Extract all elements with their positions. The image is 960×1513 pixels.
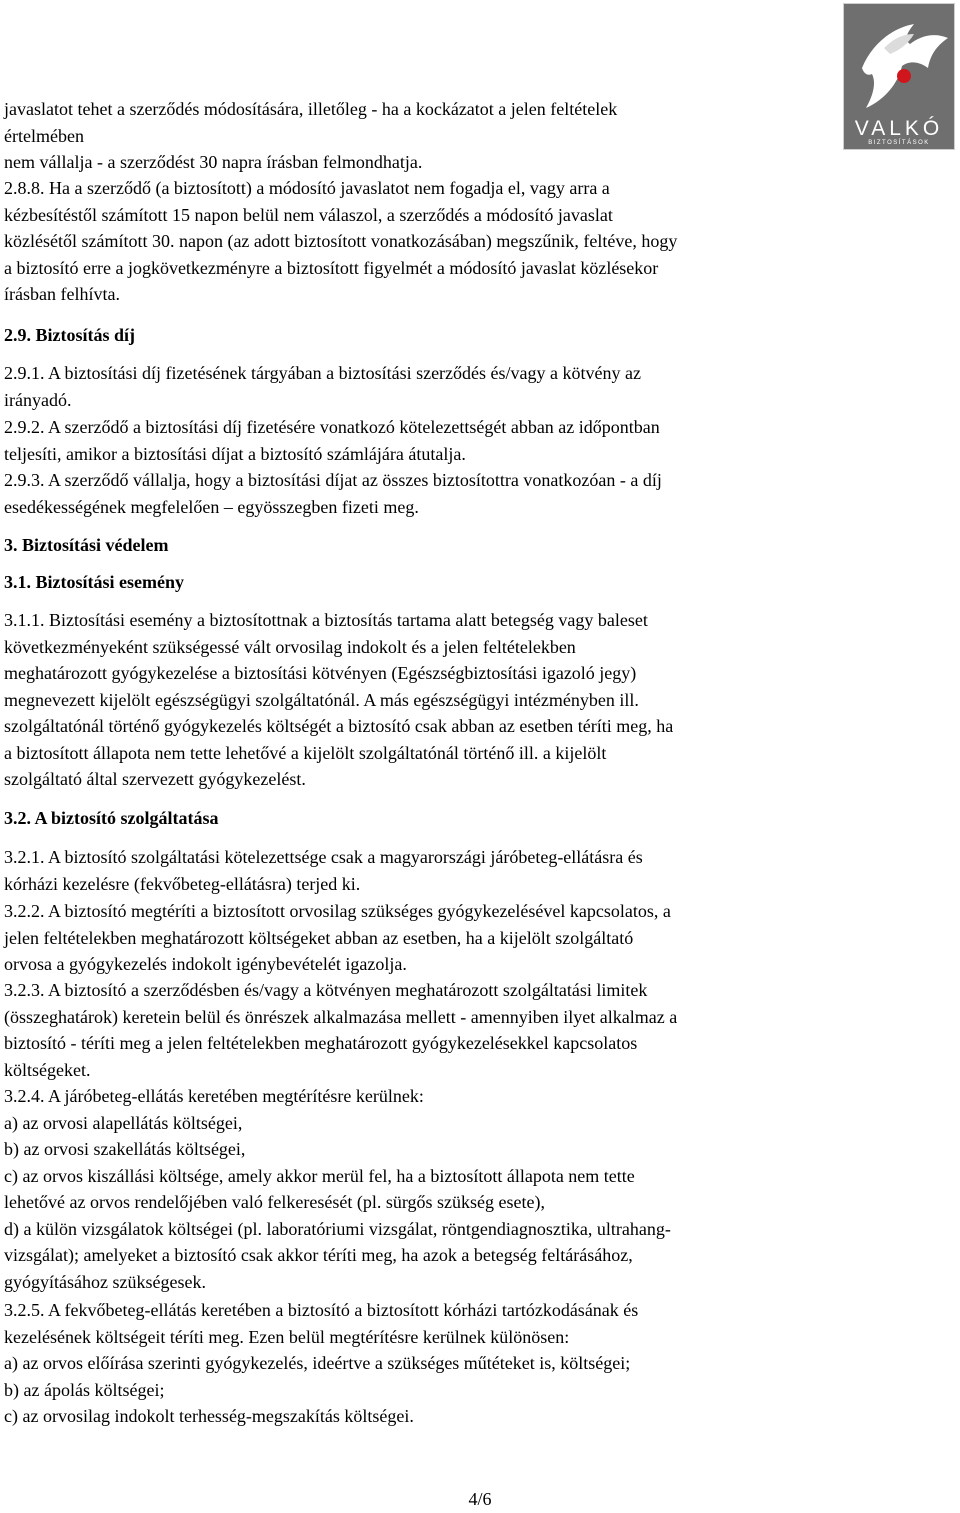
paragraph-2-8-8: 2.8.8. Ha a szerződő (a biztosított) a módosító javaslatot nem fogadja el, vagy arra a kézbesítéstől számított 15 napon belül nem válaszol, a szerződés a módosító javaslat közlésétől számított 30. napon (az adott biztosított vonatkozásában) megszűnik, feltéve, hogy a biztosító erre a jogkövetkezményre a biztosított figyelmét a módosító javaslat közlésekor írásban felhívta. [4,178,678,304]
paragraph-2-9-2: 2.9.2. A szerződő a biztosítási díj fizetésére vonatkozó kötelezettségét abban az időpontban teljesíti, amikor a biztosítási díjat a biztosító számlájára átutalja. [4,417,660,464]
heading-2-9: 2.9. Biztosítás díj [4,325,136,345]
heading-3: 3. Biztosítási védelem [4,535,169,555]
logo-subtitle: BIZTOSÍTÁSOK [868,140,930,146]
company-logo [843,3,955,150]
paragraph-3-2-3: 3.2.3. A biztosító a szerződésben és/vagy a kötvényen meghatározott szolgáltatási limitek (összeghatárok) keretein belül és önrészek alkalmazása mellett - amennyiben ilyet alkalmaz a biztosító - téríti meg a jelen feltételekben meghatározott gyógykezelésekkel kapcsolatos költségeket. [4,980,678,1080]
paragraph-3-2-1: 3.2.1. A biztosító szolgáltatási kötelezettsége csak a magyarországi járóbeteg-ellátásra és kórházi kezelésre (fekvőbeteg-ellátásra) terjed ki. [4,847,643,894]
paragraph-2-8-7-continuation: javaslatot tehet a szerződés módosítására, illetőleg - ha a kockázatot a jelen feltételek értelmében nem vállalja - a szerződést 30 napra írásban felmondhatja. [4,99,618,172]
paragraph-2-9-3: 2.9.3. A szerződő vállalja, hogy a biztosítási díjat az összes biztosítottra vonatkozóan - a díj esedékességének megfelelően – egyösszegben fizeti meg. [4,470,662,517]
logo-wordmark: VALKÓ [854,117,944,140]
paragraph-3-2-4: 3.2.4. A járóbeteg-ellátás keretében megtérítésre kerülnek: a) az orvosi alapellátás költségei, b) az orvosi szakellátás költségei, c) az orvos kiszállási költsége, amely akkor merül fel, ha a biztosított állapota nem tette lehetővé az orvos rendelőjében való felkeresését (pl. sürgős szükség esete), d) a külön vizsgálatok költségei (pl. laboratóriumi vizsgálat, röntgendiagnosztika, ultrahang- vizsgálat); amelyeket a biztosító csak akkor téríti meg, ha azok a betegség feltárásához, gyógyításához szükségesek. [4,1086,671,1292]
paragraph-3-2-2: 3.2.2. A biztosító megtéríti a biztosított orvosilag szükséges gyógykezelésével kapcsolatos, a jelen feltételekben meghatározott költségeket abban az esetben, ha a kijelölt szolgáltató orvosa a gyógykezelés indokolt igénybevételét igazolja. [4,901,671,974]
heading-3-2: 3.2. A biztosító szolgáltatása [4,808,219,828]
page-number: 4/6 [468,1489,492,1509]
heading-3-1: 3.1. Biztosítási esemény [4,572,184,592]
paragraph-2-9-1: 2.9.1. A biztosítási díj fizetésének tárgyában a biztosítási szerződés és/vagy a kötvény az irányadó. [4,363,641,410]
paragraph-3-2-5: 3.2.5. A fekvőbeteg-ellátás keretében a biztosító a biztosított kórházi tartózkodásának és kezelésének költségeit téríti meg. Ezen belül megtérítésre kerülnek különösen: a) az orvos előírása szerinti gyógykezelés, ideértve a szükséges műtéteket is, költségei; b) az ápolás költségei; c) az orvosilag indokolt terhesség-megszakítás költségei. [4,1300,639,1426]
paragraph-3-1-1: 3.1.1. Biztosítási esemény a biztosítottnak a biztosítás tartama alatt betegség vagy baleset következményeként szükségessé vált orvosilag indokolt és a jelen feltételekben meghatározott gyógykezelése a biztosítási kötvényen (Egészségbiztosítási igazoló jegy) megnevezett kijelölt egészségügyi szolgáltatónál. A más egészségügyi intézményben ill. szolgáltatónál történő gyógykezelés költségét a biztosító csak abban az esetben téríti meg, ha a biztosított állapota nem tette lehetővé a kijelölt szolgáltatónál történő ill. a kijelölt szolgáltató által szervezett gyógykezelést. [4,610,674,789]
eagle-emblem-icon [844,4,954,116]
